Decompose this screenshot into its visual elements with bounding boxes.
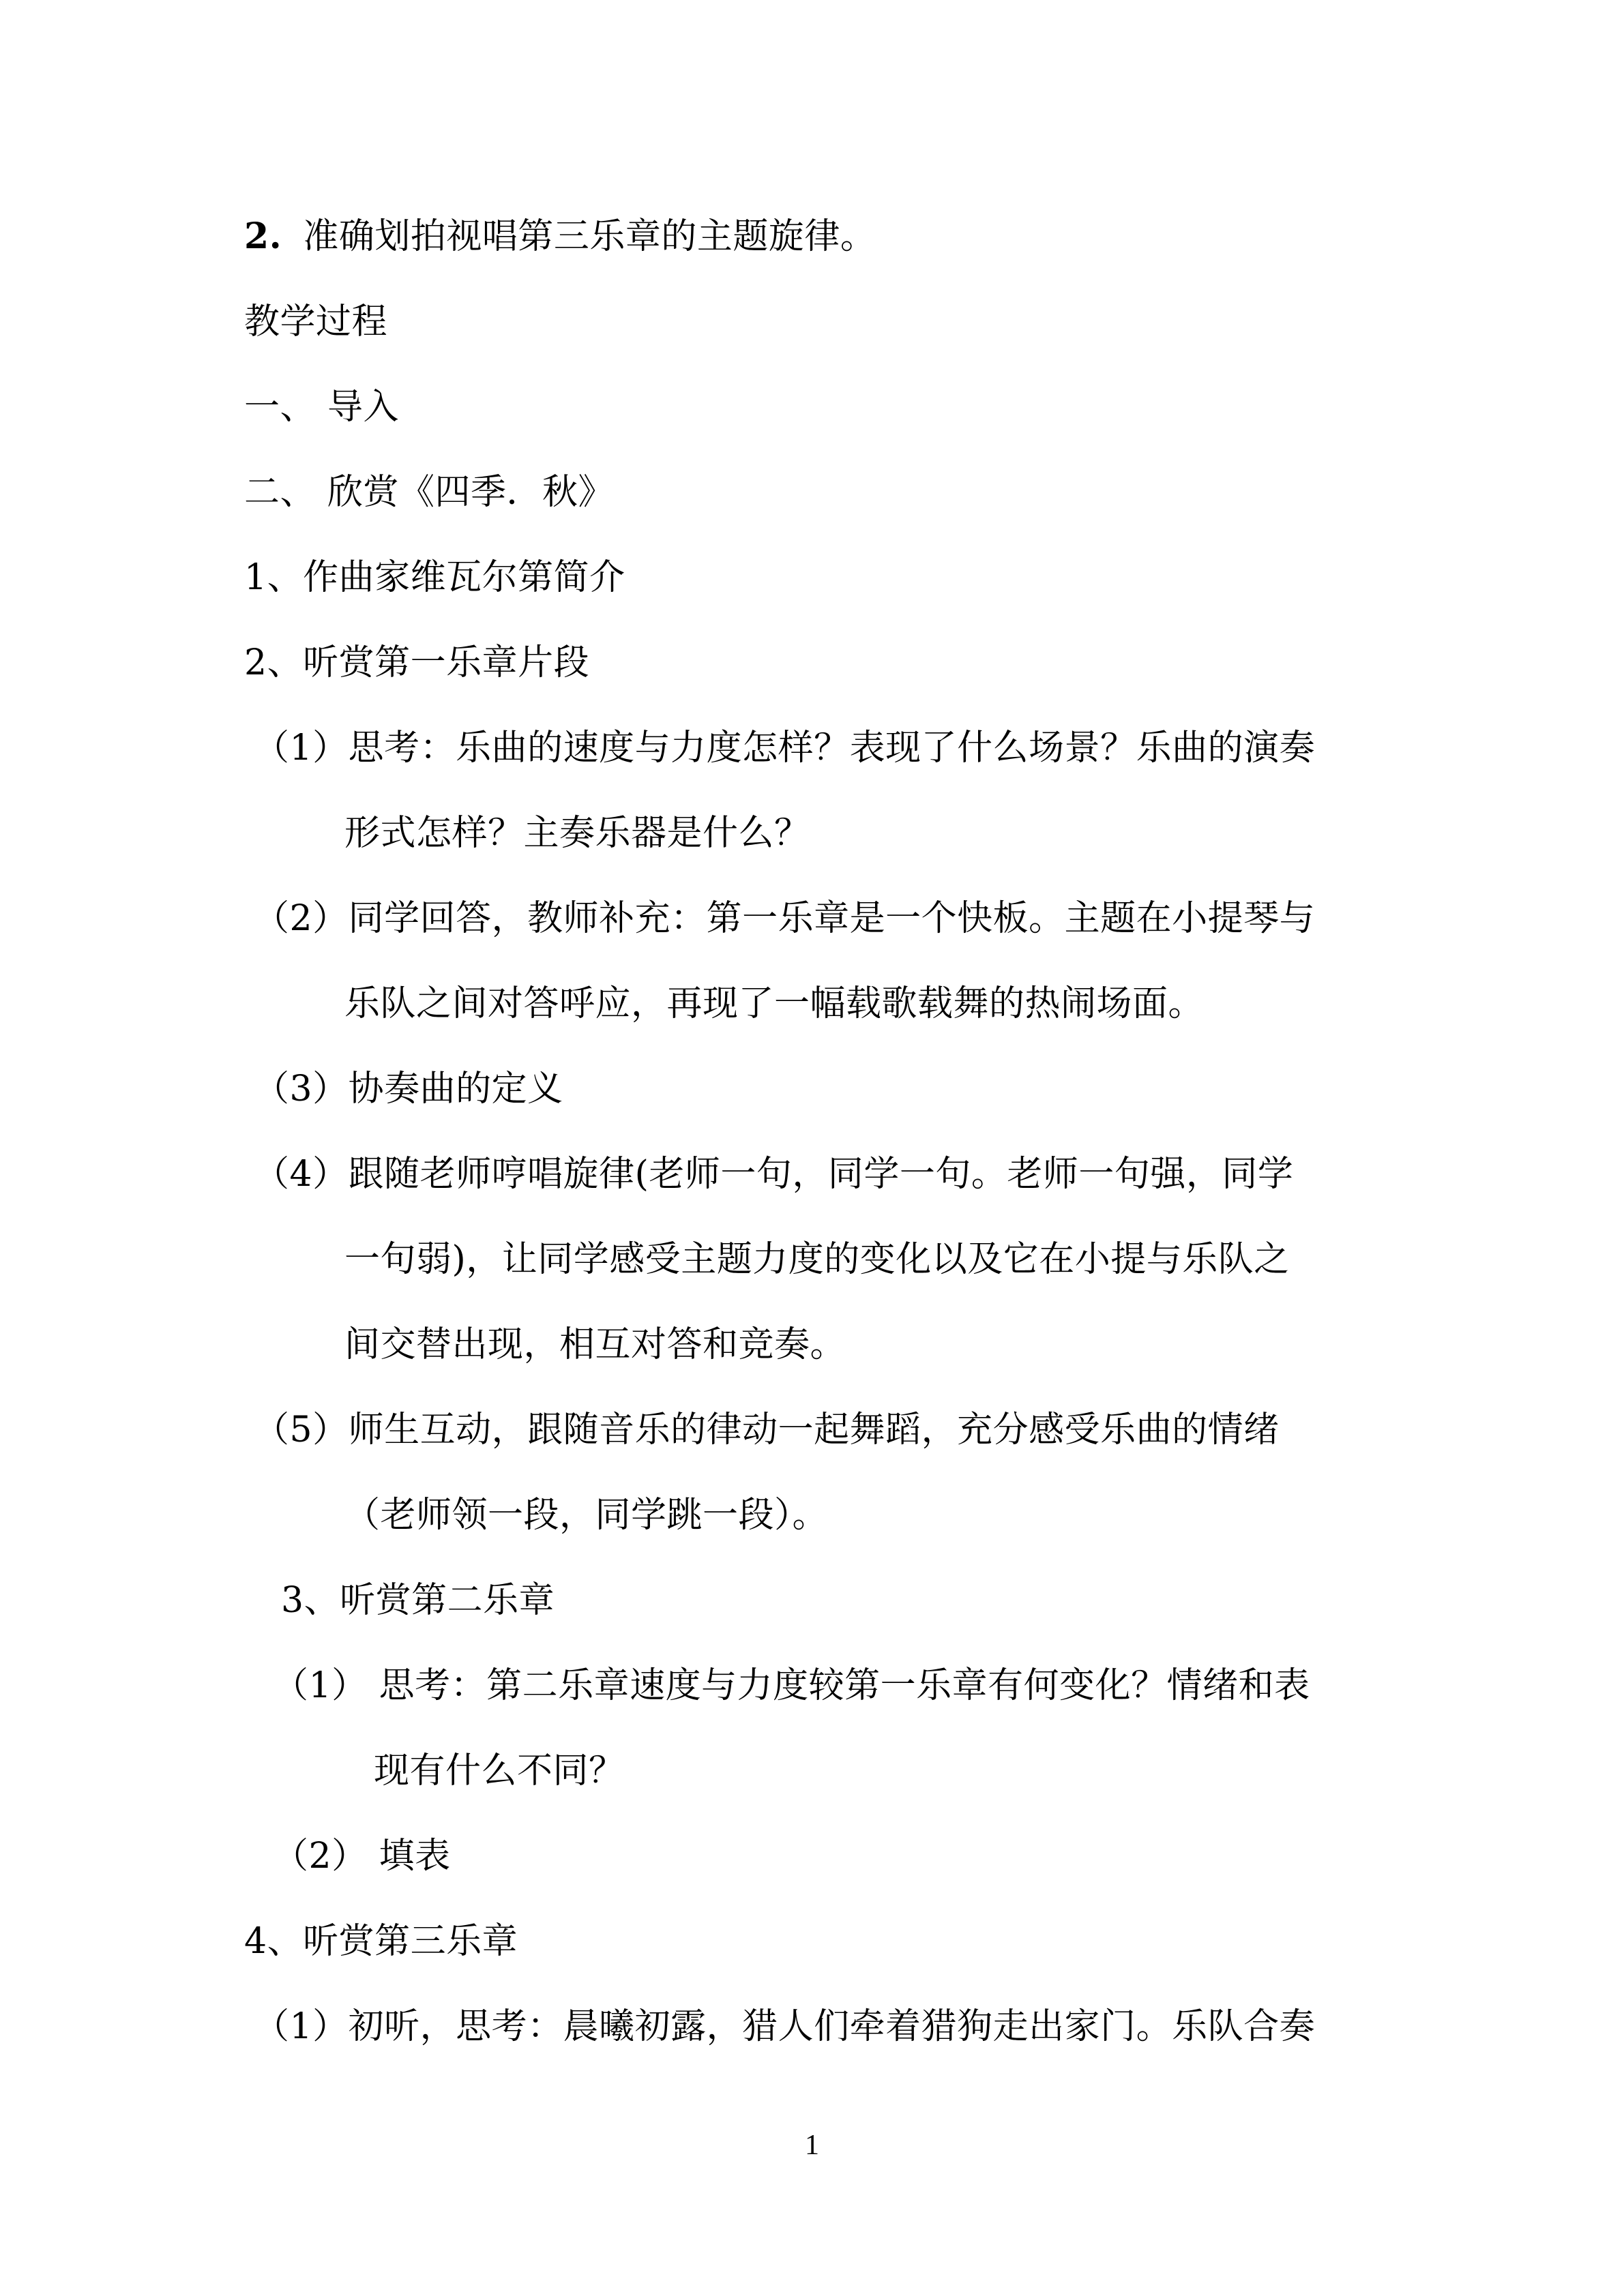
objective-number: 2. — [244, 215, 282, 257]
item-3-sub-1-line-1: （1） 思考：第二乐章速度与力度较第一乐章有何变化？情绪和表 — [273, 1665, 1310, 1706]
item-3-sub-2: （2） 填表 — [273, 1836, 451, 1877]
heading-part-one: 一、 导入 — [244, 387, 400, 428]
sub-item-4-line-2: 一句弱)，让同学感受主题力度的变化以及它在小提与乐队之 — [344, 1239, 1290, 1280]
item-3: 3、听赏第二乐章 — [281, 1580, 555, 1621]
item-1: 1、作曲家维瓦尔第简介 — [244, 557, 625, 598]
sub-item-1-line-2: 形式怎样？主奏乐器是什么？ — [344, 813, 810, 854]
sub-item-2-line-1: （2）同学回答，教师补充：第一乐章是一个快板。主题在小提琴与 — [254, 898, 1316, 939]
item-2: 2、听赏第一乐章片段 — [244, 642, 590, 683]
item-4: 4、听赏第三乐章 — [244, 1921, 518, 1962]
sub-item-3: （3）协奏曲的定义 — [254, 1069, 563, 1109]
objective-text: 准确划拍视唱第三乐章的主题旋律。 — [303, 216, 876, 257]
item-3-sub-1-line-2: 现有什么不同？ — [374, 1750, 625, 1791]
sub-item-4-line-3: 间交替出现，相互对答和竞奏。 — [344, 1324, 846, 1365]
sub-item-2-line-2: 乐队之间对答呼应，再现了一幅载歌载舞的热闹场面。 — [344, 983, 1205, 1024]
objective-line — [244, 215, 876, 258]
heading-part-two: 二、 欣赏《四季．秋》 — [244, 472, 615, 513]
sub-item-4-line-1: （4）跟随老师哼唱旋律(老师一句，同学一句。老师一句强，同学 — [254, 1154, 1294, 1195]
page-number: 1 — [805, 2130, 819, 2161]
sub-item-5-line-1: （5）师生互动，跟随音乐的律动一起舞蹈，充分感受乐曲的情绪 — [254, 1410, 1280, 1450]
sub-item-5-line-2: （老师领一段，同学跳一段）。 — [344, 1495, 829, 1536]
section-heading-teaching-process: 教学过程 — [244, 301, 388, 342]
sub-item-1-line-1: （1）思考：乐曲的速度与力度怎样？表现了什么场景？乐曲的演奏 — [254, 728, 1316, 769]
item-4-sub-1-line-1: （1）初听，思考：晨曦初露，猎人们牵着猎狗走出家门。乐队合奏 — [254, 2006, 1316, 2047]
